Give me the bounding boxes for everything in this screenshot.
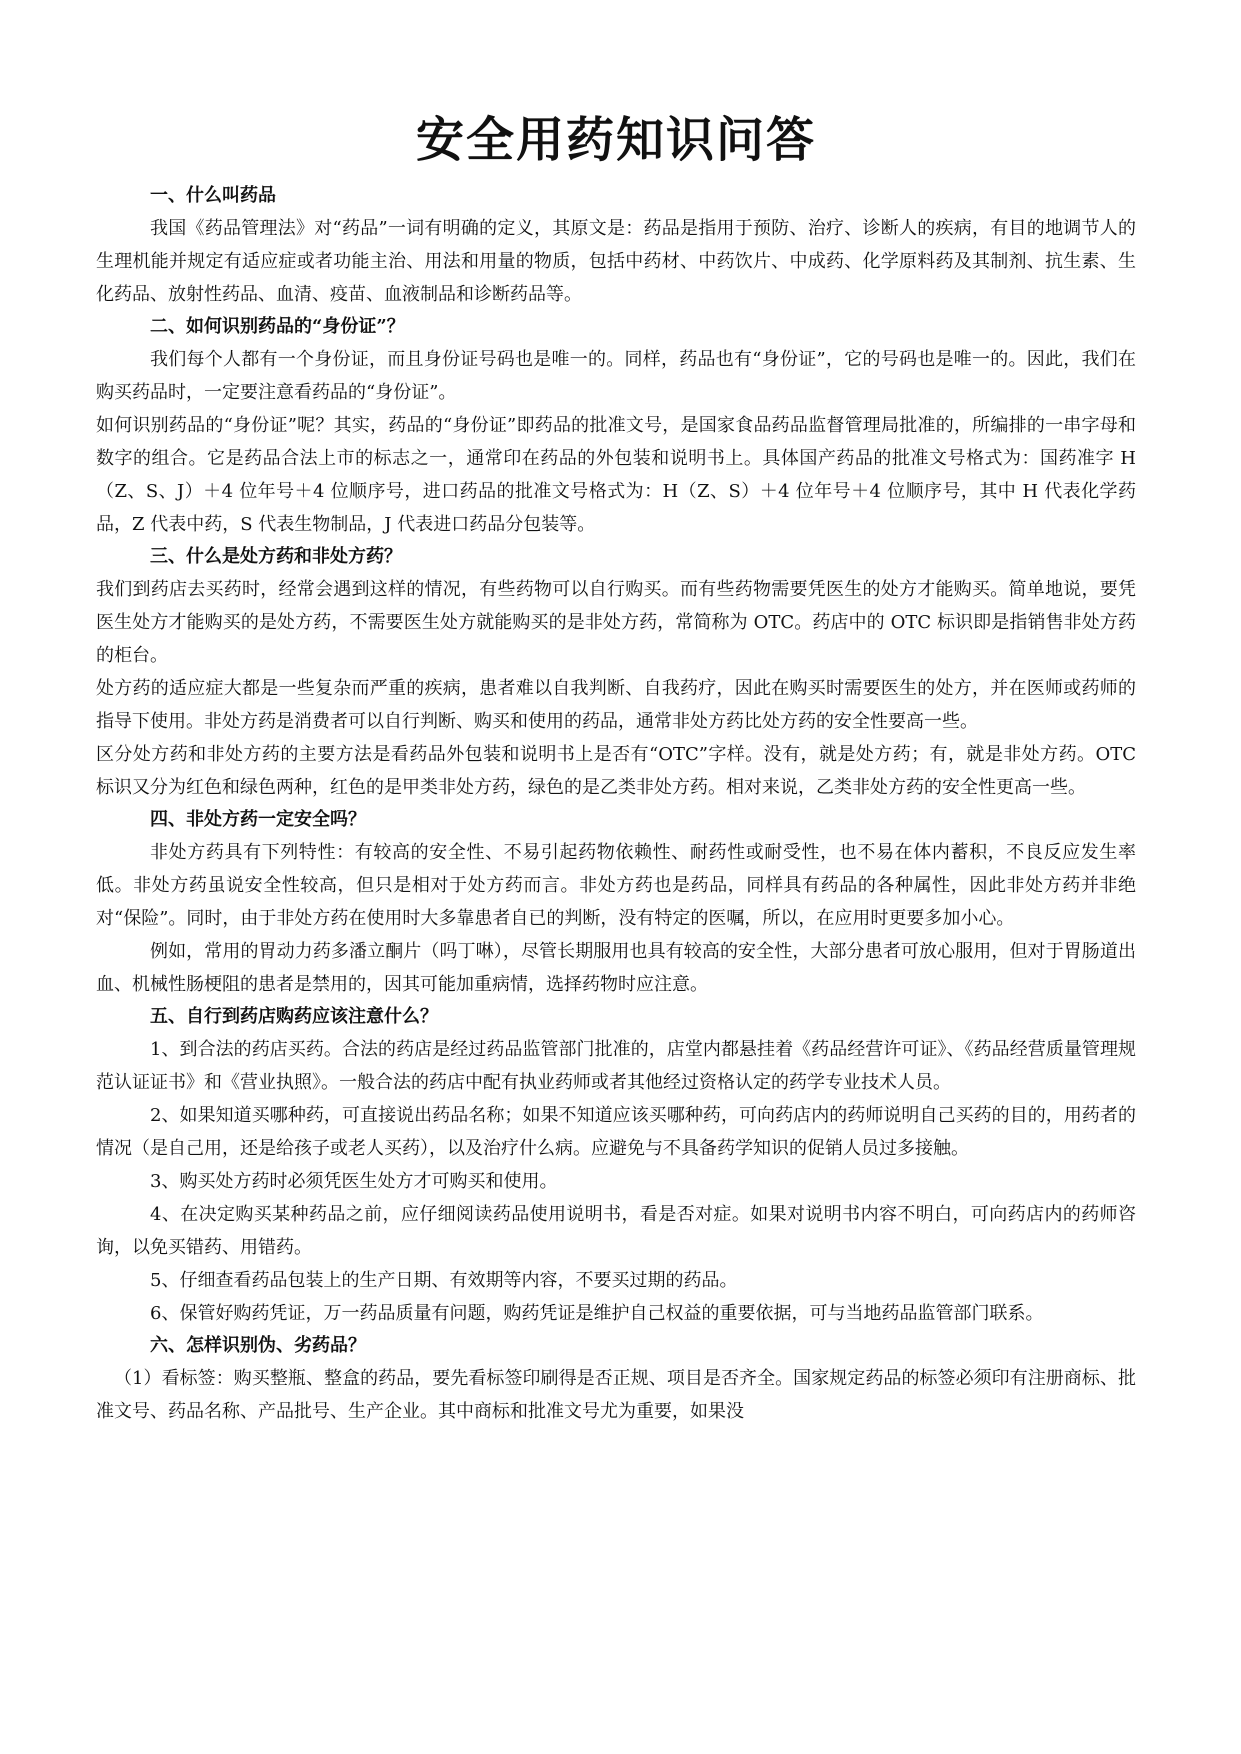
section-5 [96, 1001, 1136, 1330]
list-item: 3、购买处方药时必须凭医生处方才可购买和使用。 [150, 1171, 558, 1192]
list-item: 2、如果知道买哪种药，可直接说出药品名称；如果不知道应该买哪种药，可向药店内的药师说明自己买药的目的，用药者的情况（是自己用，还是给孩子或老人买药），以及治疗什么病。应避免与不具备药学知识的促销人员过多接触。 [96, 1105, 1136, 1159]
paragraph: （1）看标签：购买整瓶、整盒的药品，要先看标签印刷得是否正规、项目是否齐全。国家规定药品的标签必须印有注册商标、批准文号、药品名称、产品批号、生产企业。其中商标和批准文号尤为重要，如果没 [96, 1368, 1136, 1422]
paragraph: 我国《药品管理法》对“药品”一词有明确的定义，其原文是：药品是指用于预防、治疗、诊断人的疾病，有目的地调节人的生理机能并规定有适应症或者功能主治、用法和用量的物质，包括中药材、中药饮片、中成药、化学原料药及其制剂、抗生素、生化药品、放射性药品、血清、疫苗、血液制品和诊断药品等。 [96, 218, 1136, 305]
page-title: 安全用药知识问答 [415, 112, 816, 168]
list-item: 6、保管好购药凭证，万一药品质量有问题，购药凭证是维护自己权益的重要依据，可与当地药品监管部门联系。 [150, 1303, 1044, 1324]
section-1 [96, 180, 1136, 311]
paragraph: 如何识别药品的“身份证”呢？其实，药品的“身份证”即药品的批准文号，是国家食品药品监督管理局批准的，所编排的一串字母和数字的组合。它是药品合法上市的标志之一，通常印在药品的外包装和说明书上。具体国产药品的批准文号格式为：国药准字 H（Z、S、J）＋4 位年号＋4 位顺序号，进口药品的批准文号格式为：H（Z、S）＋4 位年号＋4 位顺序号，其中 H 代表化学药品，Z 代表中药，S 代表生物制品，J 代表进口药品分包装等。 [96, 415, 1136, 535]
paragraph: 我们到药店去买药时，经常会遇到这样的情况，有些药物可以自行购买。而有些药物需要凭医生的处方才能购买。简单地说，要凭医生处方才能购买的是处方药，不需要医生处方就能购买的是非处方药，常简称为 OTC。药店中的 OTC 标识即是指销售非处方药的柜台。 [96, 579, 1136, 666]
section-4 [96, 804, 1136, 1001]
paragraph: 区分处方药和非处方药的主要方法是看药品外包装和说明书上是否有“OTC”字样。没有，就是处方药；有，就是非处方药。OTC 标识又分为红色和绿色两种，红色的是甲类非处方药，绿色的是乙类非处方药。相对来说，乙类非处方药的安全性更高一些。 [96, 744, 1136, 798]
section-heading: 六、怎样识别伪、劣药品？ [150, 1335, 366, 1356]
paragraph: 非处方药具有下列特性：有较高的安全性、不易引起药物依赖性、耐药性或耐受性，也不易在体内蓄积，不良反应发生率低。非处方药虽说安全性较高，但只是相对于处方药而言。非处方药也是药品，同样具有药品的各种属性，因此非处方药并非绝对“保险”。同时，由于非处方药在使用时大多靠患者自已的判断，没有特定的医嘱，所以，在应用时更要多加小心。 [96, 842, 1136, 929]
section-heading: 一、什么叫药品 [150, 185, 276, 206]
section-6 [96, 1330, 1136, 1428]
document-page [96, 108, 1136, 1428]
list-item: 4、在决定购买某种药品之前，应仔细阅读药品使用说明书，看是否对症。如果对说明书内容不明白，可向药店内的药师咨询，以免买错药、用错药。 [96, 1204, 1136, 1258]
paragraph: 例如，常用的胃动力药多潘立酮片（吗丁啉），尽管长期服用也具有较高的安全性，大部分患者可放心服用，但对于胃肠道出血、机械性肠梗阻的患者是禁用的，因其可能加重病情，选择药物时应注意。 [96, 941, 1136, 995]
list-item: 1、到合法的药店买药。合法的药店是经过药品监管部门批准的，店堂内都悬挂着《药品经营许可证》、《药品经营质量管理规范认证证书》和《营业执照》。一般合法的药店中配有执业药师或者其他经过资格认定的药学专业技术人员。 [96, 1039, 1136, 1093]
paragraph: 处方药的适应症大都是一些复杂而严重的疾病，患者难以自我判断、自我药疗，因此在购买时需要医生的处方，并在医师或药师的指导下使用。非处方药是消费者可以自行判断、购买和使用的药品，通常非处方药比处方药的安全性要高一些。 [96, 678, 1136, 732]
list-item: 5、仔细查看药品包装上的生产日期、有效期等内容，不要买过期的药品。 [150, 1270, 738, 1291]
section-3 [96, 541, 1136, 804]
section-heading: 五、自行到药店购药应该注意什么？ [150, 1006, 438, 1027]
section-heading: 三、什么是处方药和非处方药？ [150, 546, 402, 567]
paragraph: 我们每个人都有一个身份证，而且身份证号码也是唯一的。同样，药品也有“身份证”，它的号码也是唯一的。因此，我们在购买药品时，一定要注意看药品的“身份证”。 [96, 349, 1136, 403]
section-2 [96, 311, 1136, 541]
section-heading: 四、非处方药一定安全吗？ [150, 809, 366, 830]
section-heading: 二、如何识别药品的“身份证”？ [150, 316, 405, 337]
